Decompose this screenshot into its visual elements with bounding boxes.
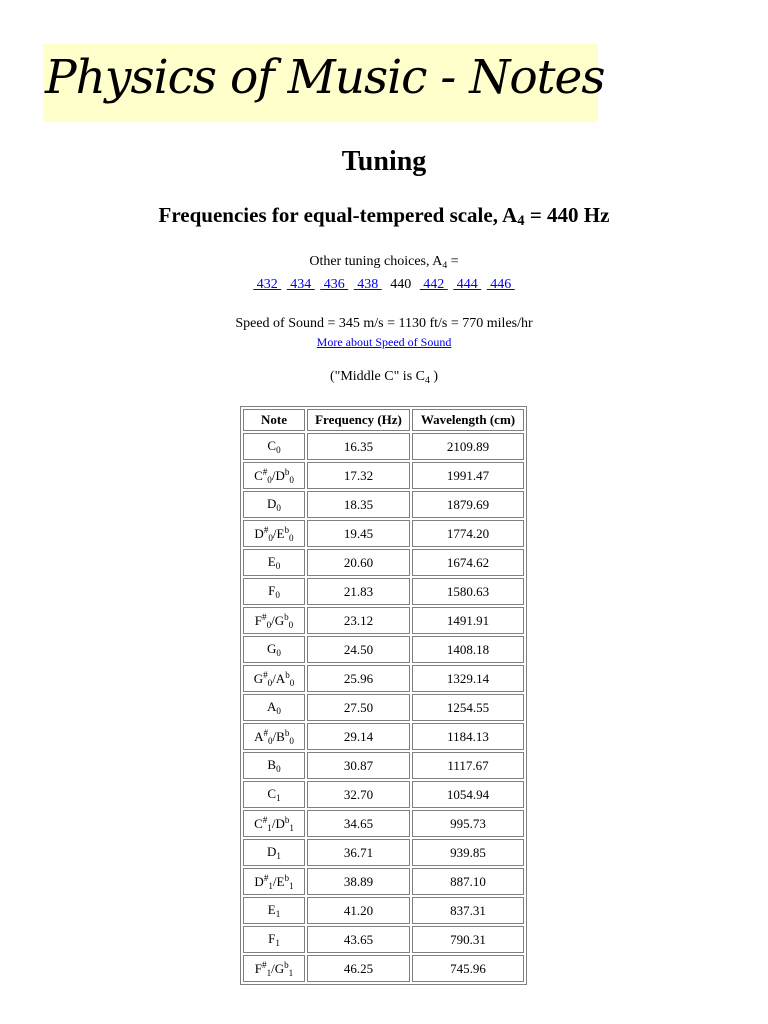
note-part: 0 (289, 532, 294, 543)
note-part: 0 (276, 445, 281, 455)
note-part: 0 (289, 677, 295, 688)
note-part: 0 (288, 619, 294, 630)
note-part: # (263, 669, 268, 680)
wavelength-cell: 1774.20 (412, 520, 524, 547)
wavelength-cell: 939.85 (412, 839, 524, 866)
note-part: C (254, 467, 263, 483)
frequency-cell: 29.14 (307, 723, 410, 750)
note-part: 1 (288, 967, 294, 978)
page-banner (43, 44, 605, 122)
note-part: 1 (289, 880, 294, 891)
wavelength-cell: 995.73 (412, 810, 524, 837)
other-tuning-prefix: Other tuning choices, A (309, 254, 443, 269)
note-part: b (284, 727, 290, 738)
frequency-cell: 17.32 (307, 462, 410, 489)
middle-c-note (0, 369, 768, 386)
note-part: # (262, 466, 268, 477)
subtitle-suffix: = 440 Hz (524, 203, 610, 227)
note-cell (243, 694, 305, 721)
note-part: /D (271, 467, 285, 483)
tuning-choice-link[interactable]: 434 (286, 277, 315, 292)
middle-c-prefix: ("Middle C" is C (329, 369, 425, 384)
note-part: 0 (276, 706, 281, 716)
note-part: b (284, 814, 290, 825)
note-part: 0 (266, 619, 272, 630)
other-tuning-sub: 4 (442, 260, 448, 271)
subtitle-prefix: Frequencies for equal-tempered scale, A (158, 203, 518, 227)
table-row (243, 462, 524, 489)
note-part: b (284, 466, 290, 477)
wavelength-cell: 887.10 (412, 868, 524, 895)
note-part: /B (272, 728, 285, 744)
note-part: 1 (289, 822, 294, 833)
table-row (243, 578, 524, 605)
note-part: 1 (266, 967, 272, 978)
wavelength-cell: 1879.69 (412, 491, 524, 518)
frequency-cell: 21.83 (307, 578, 410, 605)
note-part: 0 (267, 677, 273, 688)
table-row (243, 491, 524, 518)
header-wavelength: Wavelength (cm) (412, 409, 524, 431)
other-tuning-label (0, 254, 768, 271)
frequency-cell: 43.65 (307, 926, 410, 953)
tuning-choice-link[interactable]: 438 (353, 277, 382, 292)
tuning-choice-current: 440 (390, 277, 412, 292)
table-row (243, 694, 524, 721)
frequency-cell: 27.50 (307, 694, 410, 721)
note-cell (243, 781, 305, 808)
middle-c-suffix: ) (429, 369, 439, 384)
table-row (243, 665, 524, 692)
note-part: F (254, 612, 263, 628)
table-row (243, 549, 524, 576)
note-cell (243, 926, 305, 953)
wavelength-cell: 2109.89 (412, 433, 524, 460)
note-part: 0 (276, 503, 281, 513)
note-part: C (267, 786, 277, 801)
wavelength-cell: 1491.91 (412, 607, 524, 634)
note-part: C (267, 438, 277, 453)
tuning-choice-link[interactable]: 432 (253, 277, 282, 292)
note-part: G (253, 670, 264, 686)
note-part: 0 (268, 532, 273, 543)
table-header-row (243, 409, 524, 431)
note-part: D (254, 525, 264, 541)
wavelength-cell: 1117.67 (412, 752, 524, 779)
note-cell (243, 839, 305, 866)
note-cell (243, 433, 305, 460)
note-part: D (267, 844, 277, 859)
note-part: b (284, 959, 289, 970)
frequency-cell: 25.96 (307, 665, 410, 692)
tuning-choice-link[interactable]: 446 (486, 277, 515, 292)
note-part: 0 (275, 561, 281, 571)
tuning-choice-link[interactable]: 442 (419, 277, 448, 292)
frequency-cell: 38.89 (307, 868, 410, 895)
note-cell (243, 810, 305, 837)
table-row (243, 868, 524, 895)
tuning-choice-link[interactable]: 444 (453, 277, 482, 292)
speed-link-wrap (0, 335, 768, 350)
frequency-table (240, 406, 527, 985)
note-part: G (267, 641, 277, 656)
table-row (243, 607, 524, 634)
frequency-cell: 41.20 (307, 897, 410, 924)
note-cell (243, 491, 305, 518)
note-part: 0 (289, 474, 294, 485)
note-part: 0 (268, 735, 273, 746)
note-part: 0 (267, 474, 272, 485)
header-frequency: Frequency (Hz) (307, 409, 410, 431)
speed-of-sound: Speed of Sound = 345 m/s = 1130 ft/s = 770 miles/hr (235, 316, 533, 331)
note-cell (243, 520, 305, 547)
note-part: # (262, 959, 267, 970)
page-title: Tuning (341, 146, 427, 177)
table-row (243, 839, 524, 866)
wavelength-cell: 1329.14 (412, 665, 524, 692)
note-part: 1 (268, 880, 273, 891)
note-part: 1 (276, 851, 281, 861)
table-row (243, 636, 524, 663)
note-part: E (267, 554, 276, 569)
note-part: b (285, 669, 290, 680)
frequency-cell: 24.50 (307, 636, 410, 663)
speed-of-sound-link[interactable]: More about Speed of Sound (316, 335, 452, 349)
note-part: D (267, 496, 277, 511)
table-row (243, 723, 524, 750)
table-row (243, 897, 524, 924)
table-row (243, 810, 524, 837)
tuning-choice-link[interactable]: 436 (320, 277, 349, 292)
frequency-cell: 36.71 (307, 839, 410, 866)
wavelength-cell: 745.96 (412, 955, 524, 982)
note-part: /G (271, 612, 285, 628)
note-part: 1 (267, 822, 272, 833)
note-part: b (284, 524, 290, 535)
note-part: D (254, 873, 264, 889)
note-part: /E (272, 525, 285, 541)
note-part: # (263, 727, 268, 738)
note-part: 1 (275, 938, 280, 948)
note-part: # (262, 611, 267, 622)
frequency-cell: 18.35 (307, 491, 410, 518)
subtitle-sub: 4 (517, 213, 525, 229)
note-cell (243, 578, 305, 605)
note-cell (243, 462, 305, 489)
header-note: Note (243, 409, 305, 431)
note-part: b (284, 611, 289, 622)
note-cell (243, 752, 305, 779)
note-cell (243, 607, 305, 634)
note-part: 0 (289, 735, 294, 746)
note-part: A (267, 699, 277, 714)
note-cell (243, 549, 305, 576)
note-part: 1 (276, 793, 281, 803)
note-cell (243, 955, 305, 982)
note-part: /D (271, 815, 285, 831)
note-part: 0 (276, 764, 281, 774)
wavelength-cell: 837.31 (412, 897, 524, 924)
note-part: b (284, 872, 290, 883)
frequency-cell: 30.87 (307, 752, 410, 779)
table-row (243, 520, 524, 547)
wavelength-cell: 1054.94 (412, 781, 524, 808)
note-part: C (254, 815, 263, 831)
note-cell (243, 723, 305, 750)
frequency-cell: 16.35 (307, 433, 410, 460)
wavelength-cell: 1674.62 (412, 549, 524, 576)
note-part: F (268, 931, 276, 946)
frequency-cell: 19.45 (307, 520, 410, 547)
note-part: A (254, 728, 264, 744)
note-part: 0 (275, 590, 280, 600)
other-tuning-suffix: = (447, 254, 459, 269)
table-row (243, 781, 524, 808)
frequency-cell: 46.25 (307, 955, 410, 982)
note-cell (243, 636, 305, 663)
note-part: E (267, 902, 276, 917)
table-row (243, 955, 524, 982)
note-part: 0 (276, 648, 281, 658)
note-part: /E (272, 873, 285, 889)
note-part: B (267, 757, 277, 772)
wavelength-cell: 1254.55 (412, 694, 524, 721)
table-row (243, 433, 524, 460)
note-part: # (262, 814, 268, 825)
note-cell (243, 868, 305, 895)
tuning-choices (0, 277, 768, 293)
note-part: /A (272, 670, 286, 686)
table-row (243, 926, 524, 953)
frequency-cell: 32.70 (307, 781, 410, 808)
wavelength-cell: 790.31 (412, 926, 524, 953)
note-part: F (268, 583, 276, 598)
wavelength-cell: 1184.13 (412, 723, 524, 750)
note-part: /G (271, 960, 285, 976)
note-part: # (263, 872, 269, 883)
wavelength-cell: 1408.18 (412, 636, 524, 663)
page-subtitle (0, 203, 768, 230)
table-row (243, 752, 524, 779)
middle-c-sub: 4 (424, 375, 430, 386)
note-part: 1 (275, 909, 281, 919)
note-part: # (263, 524, 269, 535)
note-cell (243, 665, 305, 692)
wavelength-cell: 1580.63 (412, 578, 524, 605)
frequency-cell: 34.65 (307, 810, 410, 837)
note-cell (243, 897, 305, 924)
banner-title: Physics of Music - Notes (45, 50, 605, 105)
note-part: F (254, 960, 263, 976)
frequency-cell: 23.12 (307, 607, 410, 634)
wavelength-cell: 1991.47 (412, 462, 524, 489)
frequency-cell: 20.60 (307, 549, 410, 576)
table-body (243, 433, 524, 982)
